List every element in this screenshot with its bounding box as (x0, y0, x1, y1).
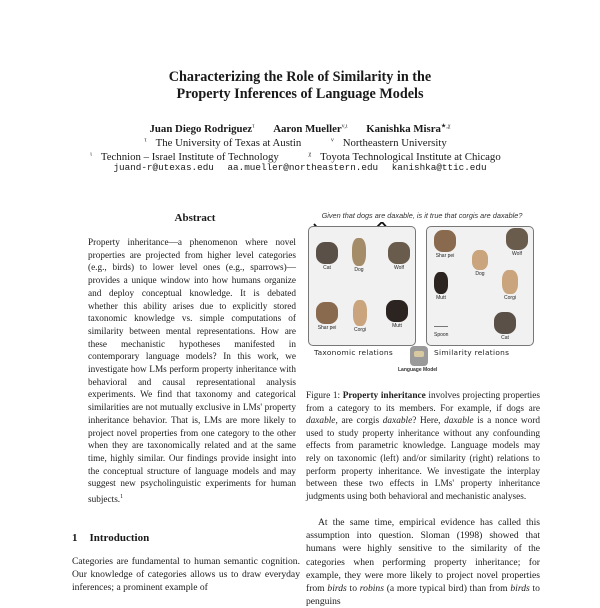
animal-cat: Cat (316, 242, 338, 271)
affiliation: $^\iota$ Technion – Israel Institute of Technology (90, 150, 279, 163)
paper-title (0, 69, 600, 103)
section-heading: 1 Introduction (72, 532, 150, 544)
email: kanishka@ttic.edu (391, 162, 487, 173)
animal-mutt: Mutt (434, 272, 448, 301)
affiliation: $^\chi$ Toyota Technological Institute at Chicago (308, 150, 501, 163)
animal-mutt: Mutt (386, 300, 408, 329)
body-text-right: At the same time, empirical evidence has called this assumption into question. Sloman (1998) showed that humans were highly sensitive to the similarity of the categories when performing property inheritance; for example, they were more likely to project novel properties from birds to robins (a more typical bird) than from birds to penguins (306, 517, 540, 608)
animal-shar-pei: Shar pei (316, 302, 338, 331)
author: Aaron Mueller$^{\nu,\iota}$ (273, 122, 348, 135)
figure-question: Given that dogs are daxable, is it true that corgis are daxable? (321, 211, 523, 220)
figure-1 (306, 222, 538, 382)
abstract-heading: Abstract (174, 212, 216, 224)
animal-cat: Cat (494, 312, 516, 341)
robot-icon (410, 346, 428, 366)
title-line-2: Property Inferences of Language Models (176, 86, 424, 102)
animal-corgi: Corgi (502, 270, 518, 301)
affiliation: $^\tau$ The University of Texas at Austin (144, 136, 302, 149)
animal-shar-pei: Shar pei (434, 230, 456, 259)
taxonomic-relations-label: Taxonomic relations (314, 348, 394, 357)
animal-wolf: Wolf (388, 242, 410, 271)
animal-corgi: Corgi (353, 300, 367, 333)
animal-wolf: Wolf (506, 228, 528, 257)
author: Kanishka Misra$^{★,\chi}$ (366, 122, 451, 135)
email: juand-r@utexas.edu (113, 162, 214, 173)
animal-dog: Dog (352, 238, 366, 273)
similarity-relations-label: Similarity relations (434, 348, 510, 357)
spoon: Spoon (434, 326, 448, 338)
author: Juan Diego Rodriguez$^\tau$ (149, 122, 255, 135)
figure-caption: Figure 1: Property inheritance involves projecting properties from a category to its members. For example, if dogs are daxable, are corgis daxable? Here, daxable is a nonce word used to study property inheritance without any confounding effects from parametric knowledge. Language models may rely on taxonomic (left) and/or similarity (right) relations to perform property inheritance. We investigate the interplay between these two effects in LMs' property inheritance judgments using both behavioral and mechanistic analyses. (306, 391, 540, 502)
footnote-mark: 1 (120, 494, 124, 501)
abstract-body: Property inheritance—a phenomenon where novel properties are projected from higher level categories (e.g., birds) to lower level ones (e.g., sparrows)—provides a unique window into how humans organize and deploy conceptual knowledge. It is debated whether this ability arises due to explicitly stored taxonomic knowledge vs. simple computations of similarity between mental representations. How are these mechanistic hypotheses manifested in contemporary language models? In this work, we investigate how LMs perform property inheritance with behavioral and causal representational analysis experiments. We find that taxonomy and categorical similarities are not mutually exclusive in LMs' property inheritance behavior. That is, LMs are more likely to project novel properties from one category to the other when they are taxonomically related and at the same time, highly similar. Our findings provide insight into the conceptual structure of language models and may suggest new psycholinguistic experiments for human subjects.$^1$ (88, 238, 296, 506)
email: aa.mueller@northeastern.edu (227, 162, 379, 173)
animal-dog: Dog (472, 250, 488, 277)
affiliation: $^\nu$ Northeastern University (331, 136, 447, 149)
title-line-1: Characterizing the Role of Similarity in the (168, 69, 432, 85)
intro-text: Categories are fundamental to human semantic cognition. Our knowledge of categories allows us to draw everyday inferences; a prominent example of (72, 556, 300, 594)
language-model-label: Language Model (398, 367, 438, 373)
author-emails (0, 162, 600, 174)
